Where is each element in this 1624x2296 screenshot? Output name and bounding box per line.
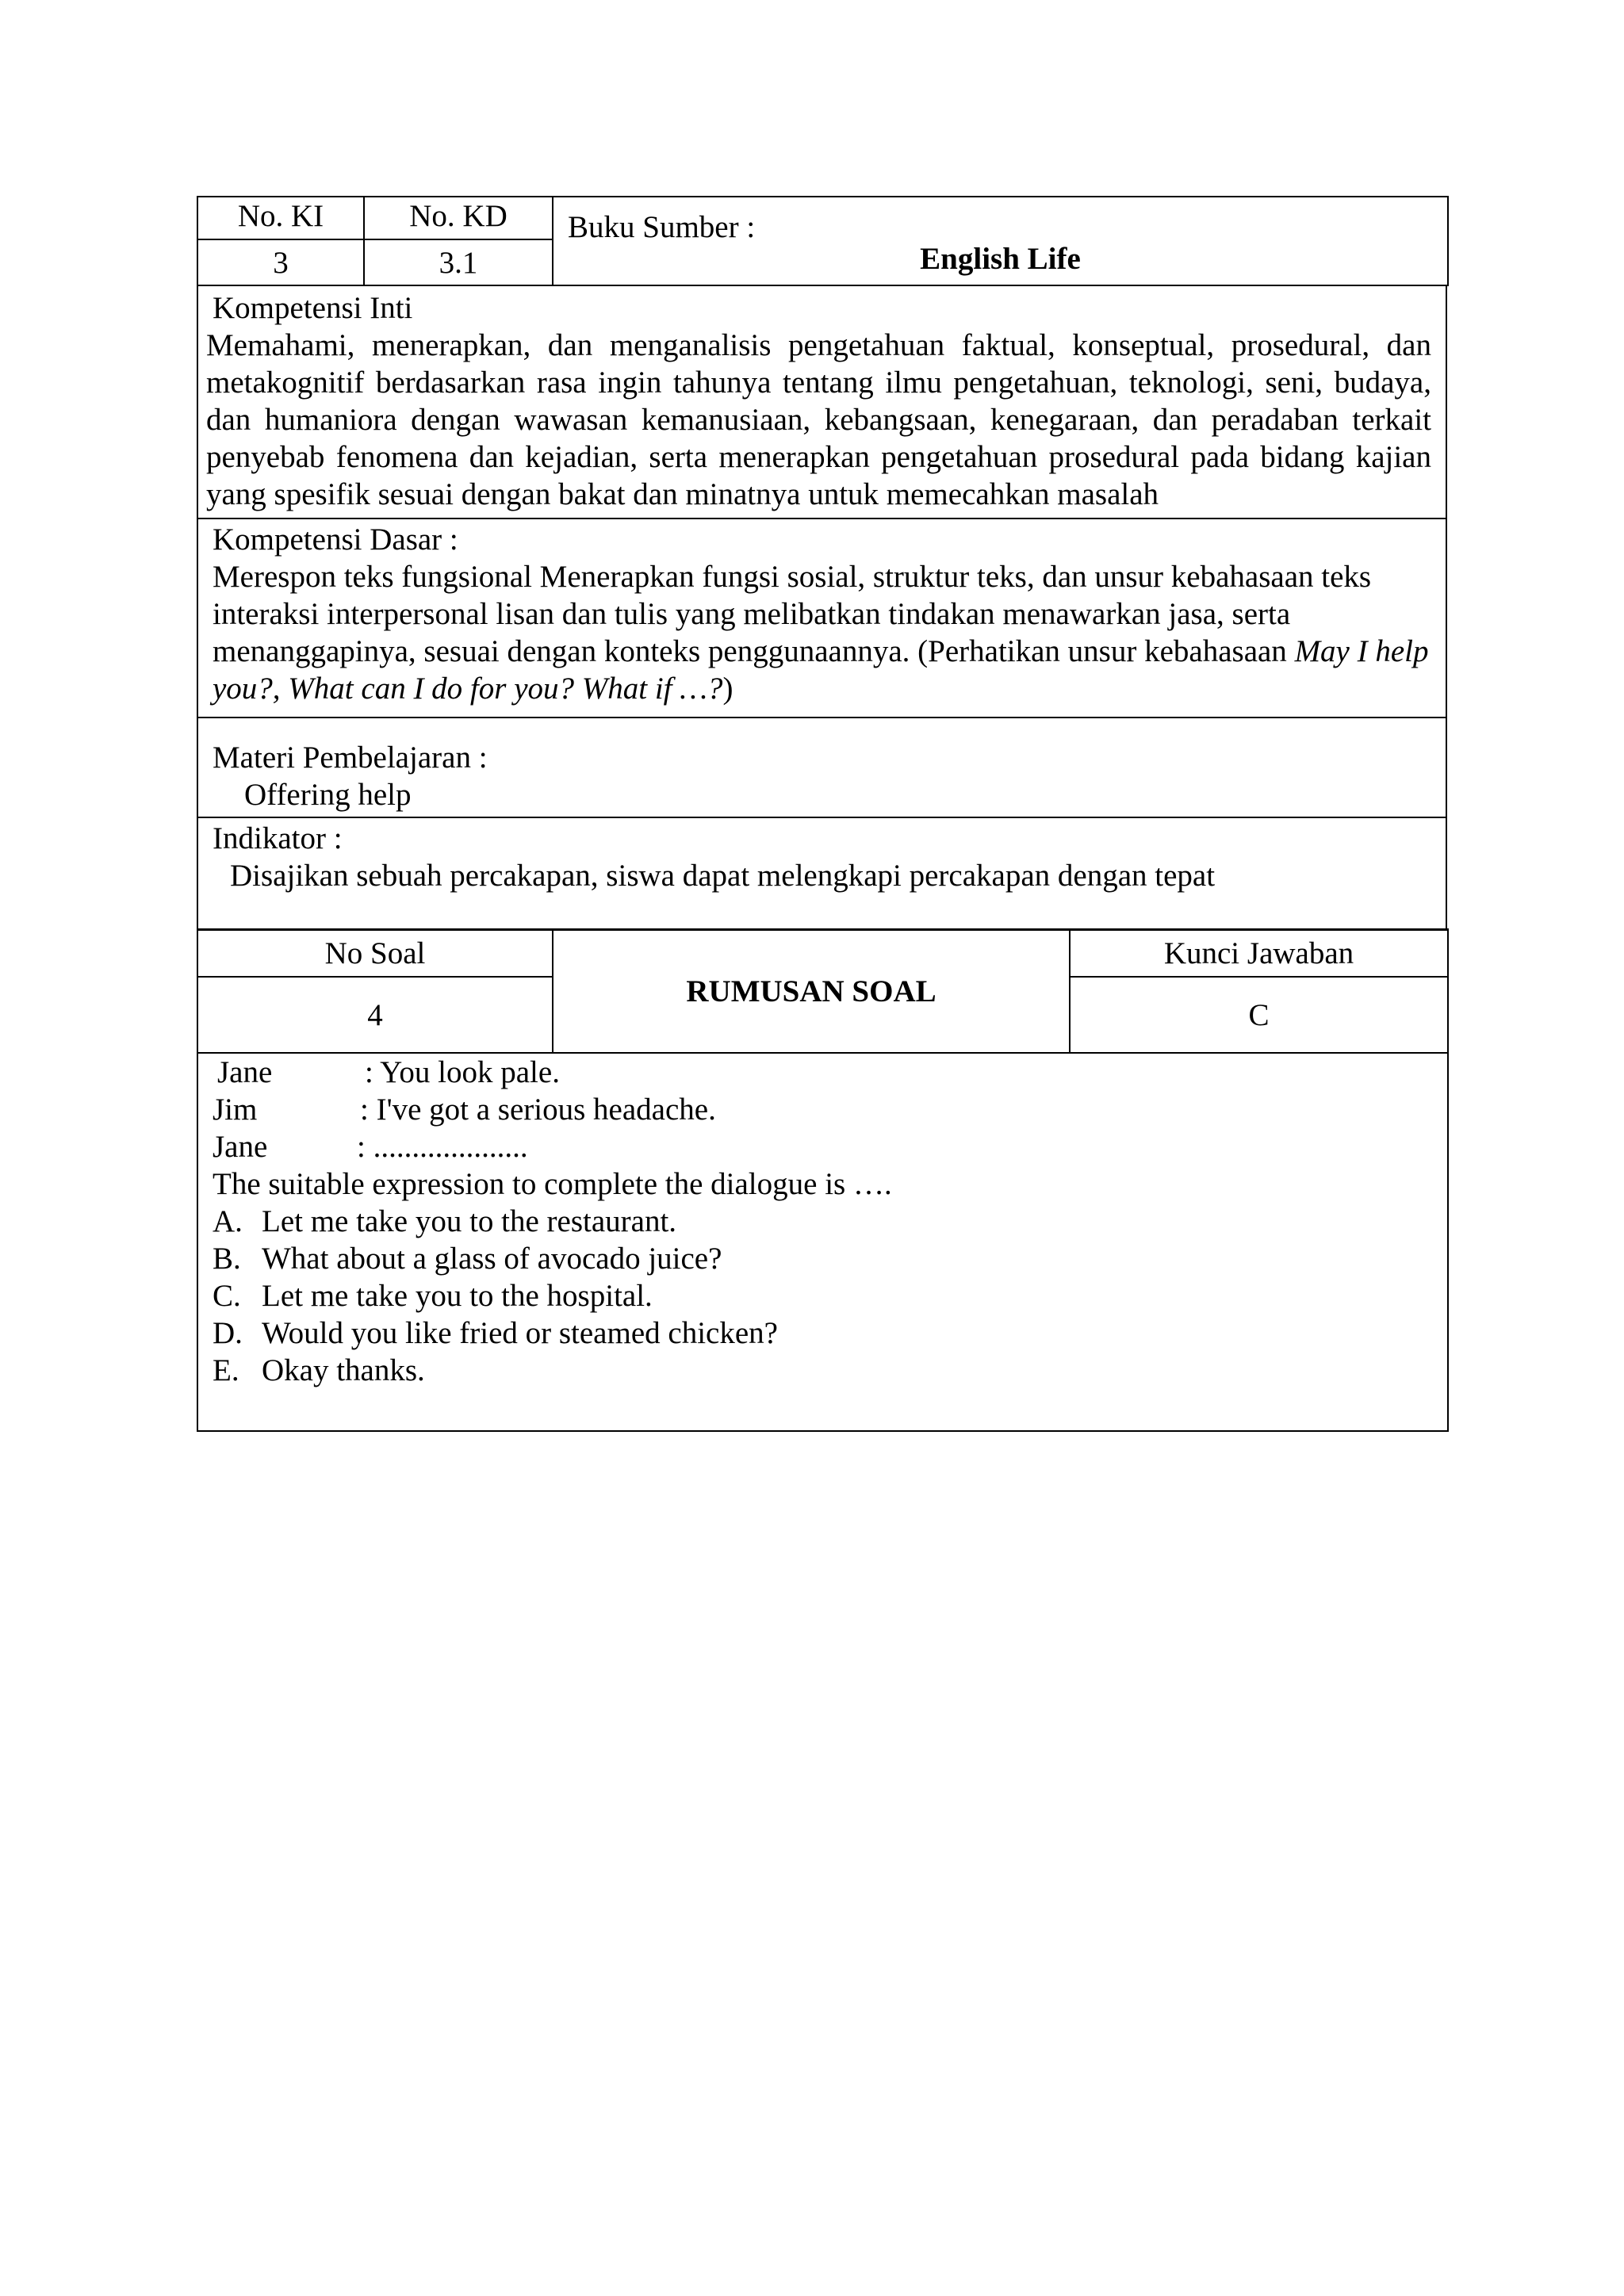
kompetensi-inti-cell	[197, 285, 1446, 519]
option-b	[213, 1240, 1433, 1277]
kompetensi-inti-label: Kompetensi Inti	[213, 290, 413, 325]
option-d	[213, 1314, 1433, 1352]
dialogue-line	[213, 1091, 1433, 1128]
no-kd-value: 3.1	[364, 239, 553, 285]
option-text: Let me take you to the restaurant.	[262, 1204, 677, 1238]
option-letter: D.	[213, 1316, 243, 1350]
dialogue-line	[213, 1054, 1433, 1091]
materi-label: Materi Pembelajaran :	[213, 740, 488, 775]
dialogue-line	[213, 1128, 1433, 1165]
option-letter: B.	[213, 1242, 241, 1276]
dialogue-text: : You look pale.	[365, 1055, 560, 1089]
option-letter: C.	[213, 1279, 241, 1313]
option-c	[213, 1277, 1433, 1314]
kompetensi-dasar-label: Kompetensi Dasar :	[213, 522, 458, 557]
no-soal-value: 4	[197, 977, 553, 1053]
buku-sumber-label: Buku Sumber :	[568, 210, 756, 244]
no-ki-value: 3	[197, 239, 364, 285]
materi-value: Offering help	[244, 777, 412, 812]
option-letter: A.	[213, 1204, 243, 1238]
option-text: What about a glass of avocado juice?	[262, 1242, 722, 1276]
option-text: Let me take you to the hospital.	[262, 1279, 653, 1313]
dialogue-text: : ....................	[357, 1130, 528, 1164]
indikator-cell	[197, 817, 1446, 930]
kunci-jawaban-label: Kunci Jawaban	[1070, 929, 1448, 977]
question-text: The suitable expression to complete the dialogue is ….	[213, 1167, 892, 1201]
header-table	[197, 196, 1449, 286]
buku-sumber-title: English Life	[920, 242, 1081, 276]
option-letter: E.	[213, 1353, 239, 1387]
option-a	[213, 1203, 1433, 1240]
rumusan-soal-label: RUMUSAN SOAL	[553, 929, 1070, 1053]
dialogue-text: : I've got a serious headache.	[360, 1093, 716, 1127]
dialogue-speaker: Jane	[217, 1055, 273, 1089]
question-card	[197, 196, 1447, 1432]
kompetensi-dasar-text: Merespon teks fungsional Menerapkan fungsi sosial, struktur teks, dan unsur kebahasaan teks interaksi interpersonal lisan dan tulis yang melibatkan tindakan menawarkan jasa, serta menanggapinya, sesuai dengan konteks penggunaannya. (Perhatikan unsur kebahasaan May I help you?, What can I do for you? What if …?)	[213, 559, 1429, 706]
kompetensi-dasar-cell	[197, 519, 1446, 718]
dialogue-speaker: Jim	[213, 1093, 258, 1127]
no-ki-label: No. KI	[197, 197, 364, 239]
no-soal-label: No Soal	[197, 929, 553, 977]
materi-cell	[197, 718, 1446, 817]
kompetensi-inti-text: Memahami, menerapkan, dan menganalisis pengetahuan faktual, konseptual, prosedural, dan metakognitif berdasarkan rasa ingin tahunya tentang ilmu pengetahuan, teknologi, seni, budaya, dan humaniora dengan wawasan kemanusiaan, kebangsaan, kenegaraan, dan peradaban terkait penyebab fenomena dan kejadian, serta menerapkan pengetahuan prosedural pada bidang kajian yang spesifik sesuai dengan bakat dan minatnya untuk memecahkan masalah	[206, 327, 1431, 511]
question-body	[197, 1053, 1448, 1431]
option-text: Would you like fried or steamed chicken?	[262, 1316, 778, 1350]
indikator-value: Disajikan sebuah percakapan, siswa dapat melengkapi percakapan dengan tepat	[230, 858, 1216, 893]
no-kd-label: No. KD	[364, 197, 553, 239]
soal-table	[197, 928, 1449, 1432]
buku-sumber-cell	[553, 197, 1448, 285]
content-table	[197, 285, 1447, 931]
indikator-label: Indikator :	[213, 821, 343, 855]
dialogue-speaker: Jane	[213, 1130, 268, 1164]
option-e	[213, 1352, 1433, 1389]
option-text: Okay thanks.	[262, 1353, 425, 1387]
kunci-jawaban-value: C	[1070, 977, 1448, 1053]
kompetensi-dasar-italic: May I help you?, What can I do for you? What if …?	[213, 633, 1429, 706]
